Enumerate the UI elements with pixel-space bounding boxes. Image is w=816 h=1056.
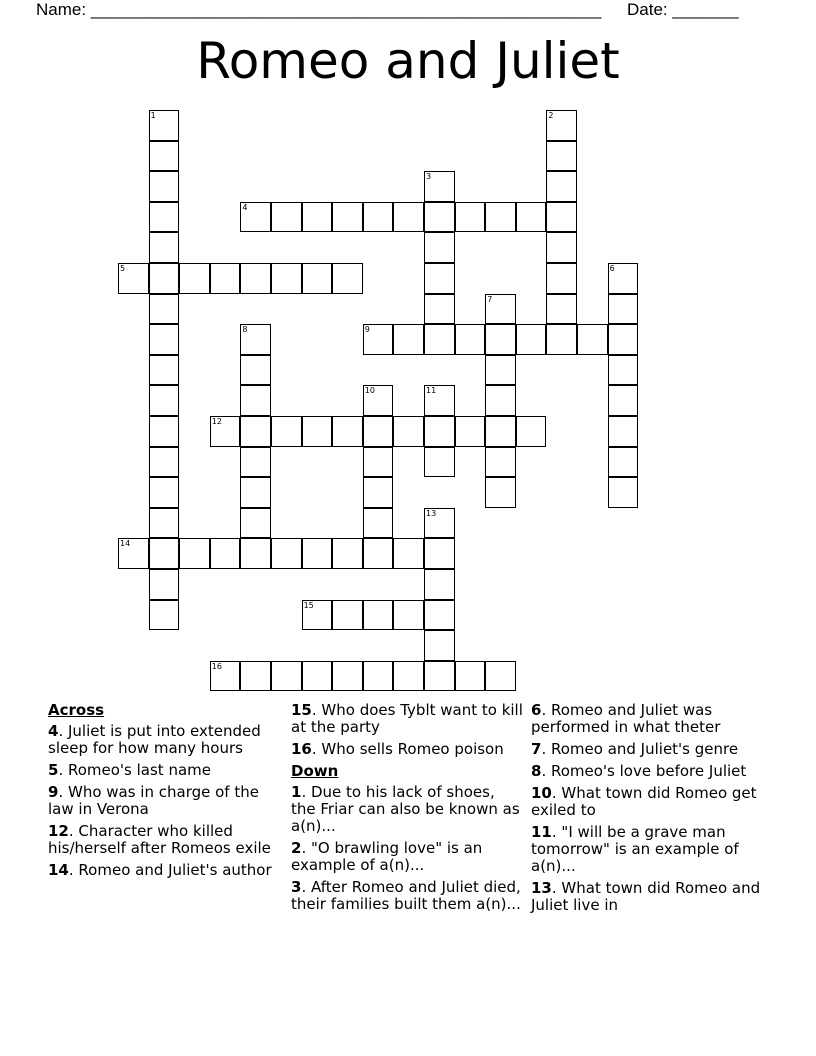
grid-cell[interactable] — [393, 416, 424, 447]
grid-cell[interactable] — [546, 171, 577, 202]
clue-item: 13. What town did Romeo and Juliet live in — [531, 879, 761, 914]
clue-item: 1. Due to his lack of shoes, the Friar can also be known as a(n)... — [291, 783, 520, 835]
clues-column-2 — [291, 702, 523, 918]
cell-number: 5 — [120, 264, 126, 273]
grid-cell[interactable] — [271, 661, 302, 692]
grid-cell[interactable] — [240, 508, 271, 539]
grid-cell[interactable] — [424, 385, 455, 416]
grid-cell[interactable] — [210, 538, 241, 569]
cell-number: 7 — [487, 294, 493, 304]
clue-number: 14 — [48, 861, 69, 879]
grid-cell[interactable] — [424, 630, 455, 661]
grid-cell[interactable] — [363, 385, 394, 416]
grid-cell[interactable] — [149, 600, 180, 631]
cell-number: 16 — [211, 661, 222, 671]
clue-item: 12. Character who killed his/herself after Romeos exile — [48, 822, 271, 857]
cell-number: 2 — [548, 111, 554, 120]
grid-cell[interactable] — [149, 416, 180, 447]
clue-item: 4. Juliet is put into extended sleep for how many hours — [48, 722, 261, 757]
grid-cell[interactable] — [332, 263, 363, 294]
grid-cell[interactable] — [424, 232, 455, 263]
grid-cell[interactable] — [485, 355, 516, 386]
across-heading: Across — [48, 701, 105, 719]
clue-number: 7 — [531, 740, 542, 758]
clue-text: Who sells Romeo poison — [321, 740, 504, 758]
clue-text: "O brawling love" is an example of a(n)... — [291, 839, 483, 874]
date-field[interactable]: Date: _______ — [627, 0, 739, 19]
name-field[interactable]: Name: ______________________________________________________ — [36, 0, 602, 19]
clue-number: 15 — [291, 701, 312, 719]
grid-cell[interactable] — [240, 355, 271, 386]
cell-number: 8 — [242, 325, 248, 335]
grid-cell[interactable] — [393, 538, 424, 569]
clue-text: Due to his lack of shoes, the Friar can also be known as a(n)... — [291, 783, 520, 835]
grid-cell[interactable] — [271, 202, 302, 233]
grid-cell[interactable] — [424, 508, 455, 539]
grid-cell[interactable] — [332, 661, 363, 692]
grid-cell[interactable] — [363, 416, 394, 447]
grid-cell[interactable] — [393, 324, 424, 355]
grid-cell[interactable] — [363, 477, 394, 508]
grid-cell[interactable] — [608, 385, 639, 416]
cell-number: 15 — [303, 600, 314, 610]
grid-cell[interactable] — [118, 538, 149, 569]
grid-cell[interactable] — [179, 263, 210, 294]
down-heading: Down — [291, 762, 339, 780]
clue-item: 16. Who sells Romeo poison — [291, 740, 504, 758]
clue-text: Romeo and Juliet's author — [78, 861, 272, 879]
grid-cell[interactable] — [424, 416, 455, 447]
cell-number: 10 — [364, 386, 375, 396]
cell-number: 12 — [211, 417, 222, 426]
clue-item: 15. Who does Tyblt want to kill at the party — [291, 701, 523, 736]
grid-cell[interactable] — [485, 447, 516, 478]
grid-cell[interactable] — [485, 202, 516, 233]
cell-number: 14 — [120, 539, 131, 549]
grid-cell[interactable] — [118, 263, 149, 294]
grid-cell[interactable] — [149, 538, 180, 569]
clue-number: 3 — [291, 878, 302, 896]
grid-cell[interactable] — [240, 263, 271, 294]
clue-item: 9. Who was in charge of the law in Verona — [48, 783, 259, 818]
grid-cell[interactable] — [485, 385, 516, 416]
grid-cell[interactable] — [149, 508, 180, 539]
grid-cell[interactable] — [240, 477, 271, 508]
grid-cell[interactable] — [149, 294, 180, 325]
clue-text: Romeo's love before Juliet — [550, 762, 747, 780]
grid-cell[interactable] — [608, 447, 639, 478]
grid-cell[interactable] — [363, 538, 394, 569]
grid-cell[interactable] — [149, 263, 180, 294]
grid-cell[interactable] — [516, 202, 547, 233]
grid-cell[interactable] — [608, 477, 639, 508]
clue-number: 8 — [531, 762, 542, 780]
clue-text: What town did Romeo get exiled to — [531, 784, 757, 819]
grid-cell[interactable] — [485, 324, 516, 355]
grid-cell[interactable] — [546, 324, 577, 355]
clues-column-3 — [531, 702, 763, 919]
clue-number: 5 — [48, 761, 59, 779]
clue-item: 3. After Romeo and Juliet died, their families built them a(n)... — [291, 878, 521, 913]
grid-cell[interactable] — [210, 661, 241, 692]
clue-number: 10 — [531, 784, 552, 802]
clue-text: Who was in charge of the law in Verona — [48, 783, 259, 818]
grid-cell[interactable] — [546, 110, 577, 141]
grid-cell[interactable] — [608, 355, 639, 386]
clue-number: 11 — [531, 823, 552, 841]
grid-cell[interactable] — [363, 202, 394, 233]
grid-cell[interactable] — [608, 263, 639, 294]
grid-cell[interactable] — [302, 416, 333, 447]
grid-cell[interactable] — [240, 202, 271, 233]
grid-cell[interactable] — [516, 324, 547, 355]
grid-cell[interactable] — [455, 416, 486, 447]
clue-number: 1 — [291, 783, 302, 801]
clue-number: 4 — [48, 722, 59, 740]
clue-text: After Romeo and Juliet died, their families built them a(n)... — [291, 878, 521, 913]
grid-cell[interactable] — [271, 416, 302, 447]
grid-cell[interactable] — [271, 538, 302, 569]
grid-cell[interactable] — [332, 416, 363, 447]
clue-item: 6. Romeo and Juliet was performed in what theter — [531, 701, 721, 736]
grid-cell[interactable] — [149, 385, 180, 416]
grid-cell[interactable] — [149, 447, 180, 478]
clue-number: 2 — [291, 839, 302, 857]
clue-number: 6 — [531, 701, 542, 719]
clue-item: 5. Romeo's last name — [48, 761, 211, 779]
grid-cell[interactable] — [393, 661, 424, 692]
clue-number: 12 — [48, 822, 69, 840]
grid-cell[interactable] — [240, 416, 271, 447]
grid-cell[interactable] — [149, 477, 180, 508]
grid-cell[interactable] — [424, 538, 455, 569]
grid-cell[interactable] — [455, 661, 486, 692]
clue-item: 8. Romeo's love before Juliet — [531, 762, 747, 780]
grid-cell[interactable] — [363, 600, 394, 631]
clue-text: Juliet is put into extended sleep for how many hours — [48, 722, 261, 757]
grid-cell[interactable] — [363, 324, 394, 355]
cell-number: 9 — [364, 325, 370, 335]
cell-number: 11 — [426, 386, 437, 396]
grid-cell[interactable] — [485, 477, 516, 508]
clue-item: 11. "I will be a grave man tomorrow" is an example of a(n)... — [531, 823, 739, 875]
clues-column-1 — [48, 702, 280, 884]
grid-cell[interactable] — [485, 416, 516, 447]
grid-cell[interactable] — [210, 263, 241, 294]
grid-cell[interactable] — [363, 447, 394, 478]
clue-text: What town did Romeo and Juliet live in — [531, 879, 761, 914]
clue-text: Romeo and Juliet was performed in what theter — [531, 701, 721, 736]
grid-cell[interactable] — [424, 202, 455, 233]
clue-item: 10. What town did Romeo get exiled to — [531, 784, 757, 819]
grid-cell[interactable] — [424, 263, 455, 294]
grid-cell[interactable] — [149, 355, 180, 386]
cell-number: 6 — [609, 264, 615, 273]
grid-cell[interactable] — [179, 538, 210, 569]
grid-cell[interactable] — [393, 600, 424, 631]
grid-cell[interactable] — [240, 324, 271, 355]
grid-cell[interactable] — [302, 600, 333, 631]
clue-text: Romeo's last name — [67, 761, 211, 779]
grid-cell[interactable] — [271, 263, 302, 294]
grid-cell[interactable] — [332, 600, 363, 631]
grid-cell[interactable] — [240, 538, 271, 569]
grid-cell[interactable] — [424, 661, 455, 692]
grid-cell[interactable] — [363, 661, 394, 692]
grid-cell[interactable] — [424, 447, 455, 478]
grid-cell[interactable] — [608, 324, 639, 355]
grid-cell[interactable] — [608, 294, 639, 325]
grid-cell[interactable] — [302, 661, 333, 692]
grid-cell[interactable] — [485, 294, 516, 325]
grid-cell[interactable] — [424, 569, 455, 600]
grid-cell[interactable] — [302, 263, 333, 294]
grid-cell[interactable] — [302, 202, 333, 233]
grid-cell[interactable] — [149, 202, 180, 233]
cell-number: 4 — [242, 202, 248, 212]
cell-number: 13 — [426, 508, 437, 518]
clue-item: 14. Romeo and Juliet's author — [48, 861, 272, 879]
grid-cell[interactable] — [240, 447, 271, 478]
grid-cell[interactable] — [210, 416, 241, 447]
clue-number: 16 — [291, 740, 312, 758]
grid-cell[interactable] — [149, 569, 180, 600]
clue-text: Character who killed his/herself after Romeos exile — [48, 822, 271, 857]
grid-cell[interactable] — [424, 294, 455, 325]
grid-cell[interactable] — [149, 232, 180, 263]
clue-text: Who does Tyblt want to kill at the party — [291, 701, 523, 736]
grid-cell[interactable] — [393, 202, 424, 233]
grid-cell[interactable] — [332, 538, 363, 569]
grid-cell[interactable] — [577, 324, 608, 355]
grid-cell[interactable] — [516, 416, 547, 447]
grid-cell[interactable] — [424, 600, 455, 631]
clue-text: Romeo and Juliet's genre — [550, 740, 739, 758]
grid-cell[interactable] — [424, 171, 455, 202]
clue-item: 7. Romeo and Juliet's genre — [531, 740, 739, 758]
grid-cell[interactable] — [332, 202, 363, 233]
clue-number: 9 — [48, 783, 59, 801]
grid-cell[interactable] — [546, 141, 577, 172]
grid-cell[interactable] — [149, 110, 180, 141]
grid-cell[interactable] — [455, 324, 486, 355]
grid-cell[interactable] — [608, 416, 639, 447]
clue-number: 13 — [531, 879, 552, 897]
grid-cell[interactable] — [546, 263, 577, 294]
grid-cell[interactable] — [485, 661, 516, 692]
grid-cell[interactable] — [546, 232, 577, 263]
grid-cell[interactable] — [302, 538, 333, 569]
cell-number: 3 — [426, 172, 432, 182]
grid-cell[interactable] — [240, 385, 271, 416]
grid-cell[interactable] — [149, 141, 180, 172]
grid-cell[interactable] — [455, 202, 486, 233]
grid-cell[interactable] — [149, 171, 180, 202]
clue-item: 2. "O brawling love" is an example of a(n)... — [291, 839, 483, 874]
clue-text: "I will be a grave man tomorrow" is an example of a(n)... — [531, 823, 739, 875]
grid-cell[interactable] — [240, 661, 271, 692]
grid-cell[interactable] — [363, 508, 394, 539]
grid-cell[interactable] — [546, 202, 577, 233]
grid-cell[interactable] — [424, 324, 455, 355]
cell-number: 1 — [150, 111, 156, 120]
grid-cell[interactable] — [546, 294, 577, 325]
grid-cell[interactable] — [149, 324, 180, 355]
page-title: Romeo and Juliet — [196, 32, 620, 90]
